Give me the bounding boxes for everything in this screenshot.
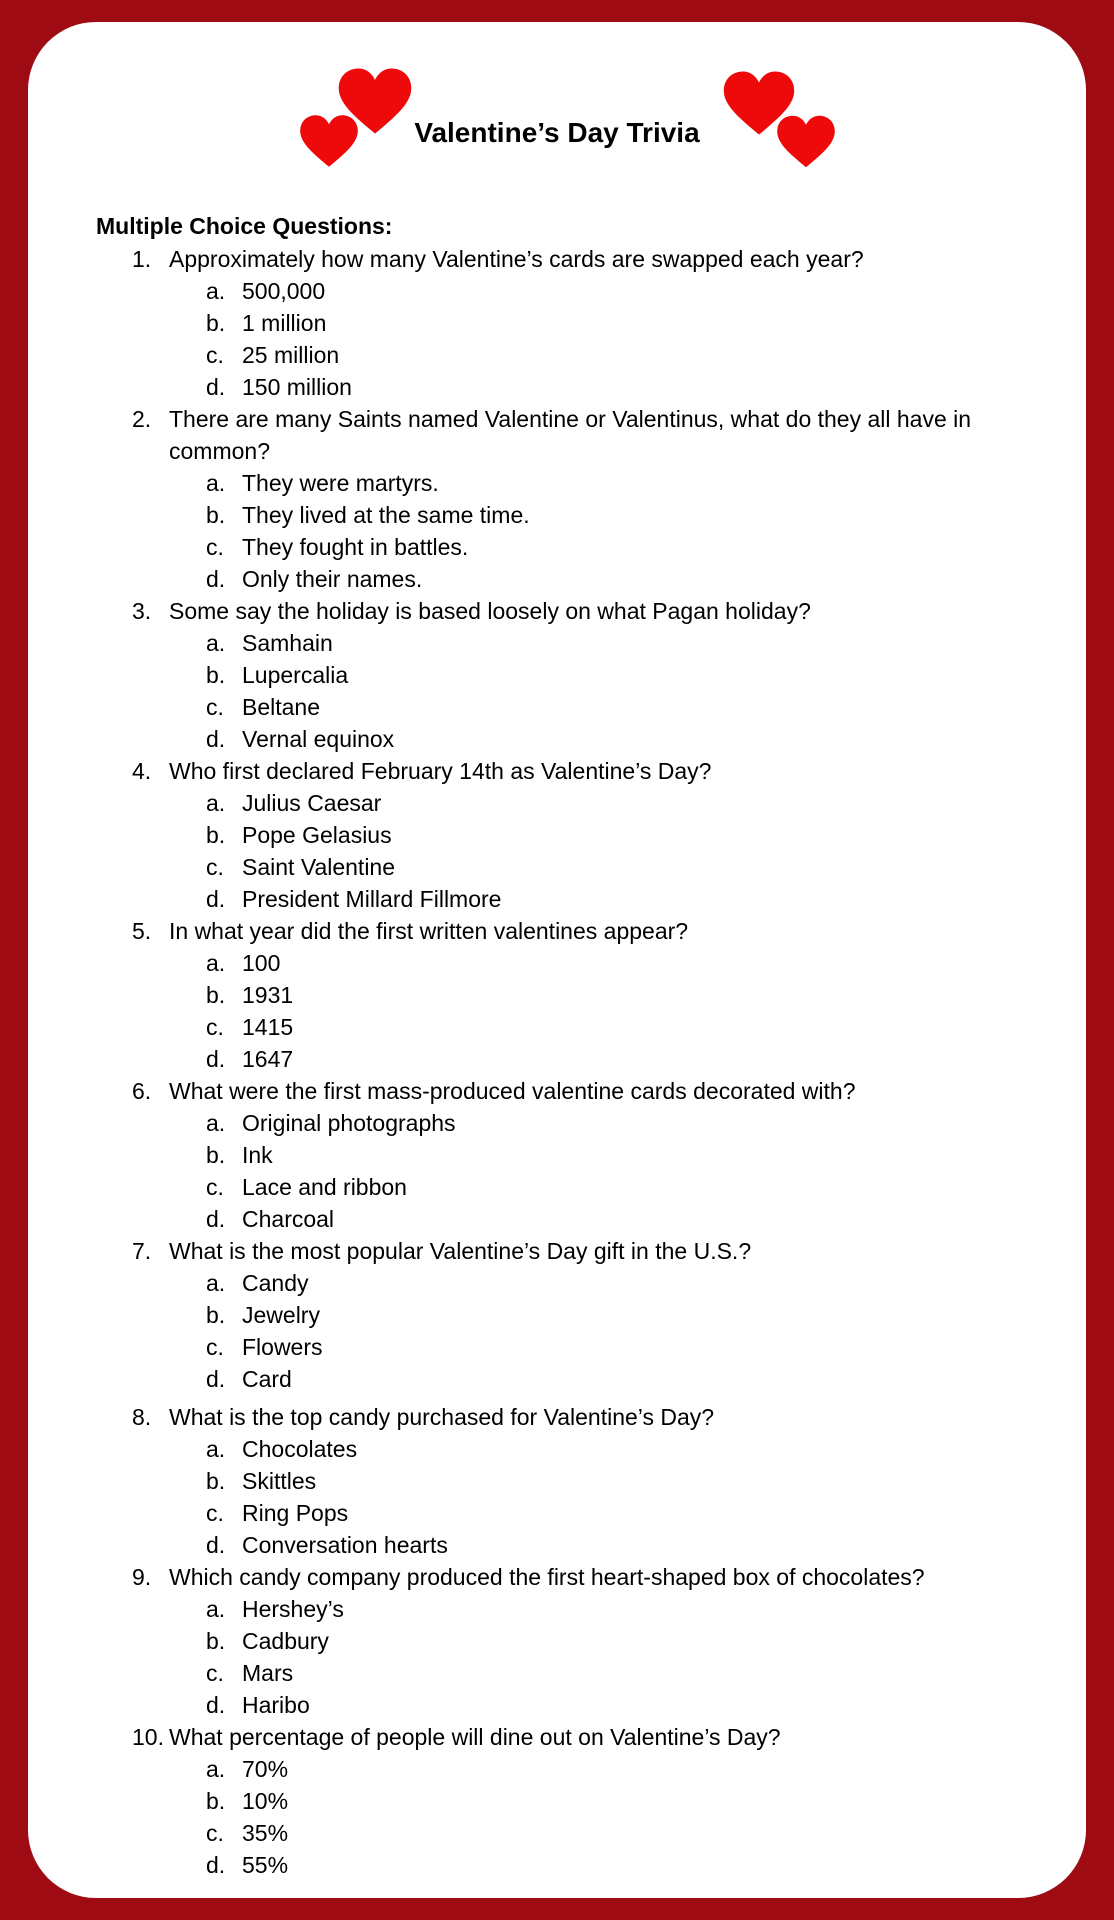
answer-option <box>28 1465 1086 1497</box>
option-letter: a. <box>206 278 226 304</box>
question-text: Which candy company produced the first heart-shaped box of chocolates? <box>169 1564 925 1590</box>
question-text: There are many Saints named Valentine or Valentinus, what do they all have in common? <box>169 406 972 464</box>
option-letter: c. <box>206 854 224 880</box>
question-number: 1. <box>132 246 152 272</box>
answer-option <box>28 1433 1086 1465</box>
question-row <box>28 755 1086 787</box>
option-text: 1647 <box>242 1046 294 1072</box>
question-row <box>28 1235 1086 1267</box>
question-row <box>28 595 1086 627</box>
option-text: 500,000 <box>242 278 326 304</box>
option-text: Vernal equinox <box>242 726 395 752</box>
answer-option <box>28 947 1086 979</box>
option-text: Mars <box>242 1660 294 1686</box>
option-text: President Millard Fillmore <box>242 886 502 912</box>
answer-option <box>28 307 1086 339</box>
answer-option <box>28 1785 1086 1817</box>
option-letter: a. <box>206 1110 226 1136</box>
answer-option <box>28 339 1086 371</box>
option-letter: d. <box>206 726 226 752</box>
option-text: 70% <box>242 1756 289 1782</box>
option-text: Pope Gelasius <box>242 822 392 848</box>
answer-option <box>28 1331 1086 1363</box>
option-letter: b. <box>206 502 226 528</box>
question-item <box>28 1075 1086 1235</box>
option-text: Jewelry <box>242 1302 320 1328</box>
option-text: 100 <box>242 950 281 976</box>
option-letter: d. <box>206 374 226 400</box>
question-number: 9. <box>132 1564 152 1590</box>
question-number: 7. <box>132 1238 152 1264</box>
option-text: They were martyrs. <box>242 470 439 496</box>
option-letter: a. <box>206 1270 226 1296</box>
answer-option <box>28 979 1086 1011</box>
page-title: Valentine’s Day Trivia <box>414 117 700 148</box>
question-row <box>28 1401 1086 1433</box>
option-text: Candy <box>242 1270 309 1296</box>
option-text: Lupercalia <box>242 662 349 688</box>
question-row <box>28 1075 1086 1107</box>
answer-option <box>28 819 1086 851</box>
option-text: Ink <box>242 1142 273 1168</box>
option-letter: d. <box>206 1692 226 1718</box>
option-letter: b. <box>206 1628 226 1654</box>
option-letter: b. <box>206 1468 226 1494</box>
option-letter: c. <box>206 694 224 720</box>
option-text: Hershey’s <box>242 1596 344 1622</box>
question-number: 8. <box>132 1404 152 1430</box>
option-text: Julius Caesar <box>242 790 382 816</box>
answer-option <box>28 883 1086 915</box>
option-letter: d. <box>206 1206 226 1232</box>
answer-option <box>28 467 1086 499</box>
option-text: Only their names. <box>242 566 423 592</box>
answer-option <box>28 1299 1086 1331</box>
option-letter: c. <box>206 342 224 368</box>
option-letter: c. <box>206 1660 224 1686</box>
answer-option <box>28 1107 1086 1139</box>
option-text: Samhain <box>242 630 333 656</box>
option-letter: b. <box>206 822 226 848</box>
question-item <box>28 595 1086 755</box>
option-letter: a. <box>206 630 226 656</box>
question-number: 4. <box>132 758 152 784</box>
question-item <box>28 1401 1086 1561</box>
option-text: They fought in battles. <box>242 534 469 560</box>
option-letter: c. <box>206 1014 224 1040</box>
answer-option <box>28 1267 1086 1299</box>
option-text: 10% <box>242 1788 289 1814</box>
option-text: Card <box>242 1366 292 1392</box>
option-letter: b. <box>206 1302 226 1328</box>
option-text: Lace and ribbon <box>242 1174 407 1200</box>
answer-option <box>28 1203 1086 1235</box>
option-letter: d. <box>206 1046 226 1072</box>
answer-option <box>28 1817 1086 1849</box>
answer-option <box>28 1497 1086 1529</box>
question-text: Approximately how many Valentine’s cards are swapped each year? <box>169 246 864 272</box>
section-heading: Multiple Choice Questions: <box>96 213 393 239</box>
option-letter: a. <box>206 1756 226 1782</box>
option-text: 1931 <box>242 982 294 1008</box>
option-letter: c. <box>206 1820 224 1846</box>
option-text: Haribo <box>242 1692 310 1718</box>
option-text: Cadbury <box>242 1628 329 1654</box>
answer-option <box>28 1171 1086 1203</box>
option-letter: d. <box>206 1366 226 1392</box>
answer-option <box>28 1043 1086 1075</box>
question-row <box>28 1561 1086 1593</box>
answer-option <box>28 691 1086 723</box>
question-list <box>28 243 1086 1881</box>
option-letter: d. <box>206 566 226 592</box>
answer-option <box>28 371 1086 403</box>
option-text: Skittles <box>242 1468 317 1494</box>
question-row <box>28 915 1086 947</box>
option-letter: a. <box>206 1436 226 1462</box>
option-letter: c. <box>206 1500 224 1526</box>
option-letter: c. <box>206 1334 224 1360</box>
answer-option <box>28 275 1086 307</box>
answer-option <box>28 1593 1086 1625</box>
answer-option <box>28 1363 1086 1395</box>
answer-option <box>28 1849 1086 1881</box>
option-text: 150 million <box>242 374 352 400</box>
option-text: Flowers <box>242 1334 323 1360</box>
option-text: 1 million <box>242 310 327 336</box>
option-text: Beltane <box>242 694 321 720</box>
option-letter: b. <box>206 1142 226 1168</box>
question-text: What is the top candy purchased for Valentine’s Day? <box>169 1404 715 1430</box>
question-text: In what year did the first written valentines appear? <box>169 918 689 944</box>
option-text: 35% <box>242 1820 289 1846</box>
question-number: 6. <box>132 1078 152 1104</box>
question-text: Some say the holiday is based loosely on what Pagan holiday? <box>169 598 811 624</box>
answer-option <box>28 659 1086 691</box>
option-text: Conversation hearts <box>242 1532 448 1558</box>
question-item <box>28 755 1086 915</box>
question-number: 5. <box>132 918 152 944</box>
option-letter: b. <box>206 310 226 336</box>
question-item <box>28 243 1086 403</box>
answer-option <box>28 787 1086 819</box>
answer-option <box>28 563 1086 595</box>
answer-option <box>28 627 1086 659</box>
option-letter: d. <box>206 886 226 912</box>
question-number: 2. <box>132 406 152 432</box>
question-number: 10. <box>132 1724 164 1750</box>
answer-option <box>28 1529 1086 1561</box>
option-text: 25 million <box>242 342 340 368</box>
answer-option <box>28 1657 1086 1689</box>
question-row <box>28 243 1086 275</box>
question-text: What is the most popular Valentine’s Day gift in the U.S.? <box>169 1238 752 1264</box>
answer-option <box>28 531 1086 563</box>
option-letter: a. <box>206 1596 226 1622</box>
question-text: What were the first mass-produced valentine cards decorated with? <box>169 1078 856 1104</box>
answer-option <box>28 1139 1086 1171</box>
question-item <box>28 1235 1086 1395</box>
option-letter: c. <box>206 1174 224 1200</box>
answer-option <box>28 499 1086 531</box>
option-text: They lived at the same time. <box>242 502 530 528</box>
option-letter: d. <box>206 1852 226 1878</box>
trivia-page <box>28 22 1086 1898</box>
answer-option <box>28 1625 1086 1657</box>
option-letter: a. <box>206 470 226 496</box>
option-text: Saint Valentine <box>242 854 396 880</box>
option-letter: d. <box>206 1532 226 1558</box>
question-item <box>28 1561 1086 1721</box>
option-text: 55% <box>242 1852 289 1878</box>
option-letter: b. <box>206 982 226 1008</box>
question-text: Who first declared February 14th as Valentine’s Day? <box>169 758 712 784</box>
option-letter: c. <box>206 534 224 560</box>
option-letter: b. <box>206 1788 226 1814</box>
option-text: Ring Pops <box>242 1500 349 1526</box>
question-item <box>28 403 1086 595</box>
option-letter: b. <box>206 662 226 688</box>
option-text: Original photographs <box>242 1110 456 1136</box>
question-item <box>28 915 1086 1075</box>
option-letter: a. <box>206 790 226 816</box>
question-number: 3. <box>132 598 152 624</box>
answer-option <box>28 1753 1086 1785</box>
question-text: What percentage of people will dine out on Valentine’s Day? <box>169 1724 781 1750</box>
option-text: Chocolates <box>242 1436 358 1462</box>
answer-option <box>28 851 1086 883</box>
question-row <box>28 1721 1086 1753</box>
answer-option <box>28 723 1086 755</box>
question-item <box>28 1721 1086 1881</box>
option-text: Charcoal <box>242 1206 335 1232</box>
answer-option <box>28 1689 1086 1721</box>
option-text: 1415 <box>242 1014 294 1040</box>
answer-option <box>28 1011 1086 1043</box>
question-row <box>28 403 1086 467</box>
option-letter: a. <box>206 950 226 976</box>
